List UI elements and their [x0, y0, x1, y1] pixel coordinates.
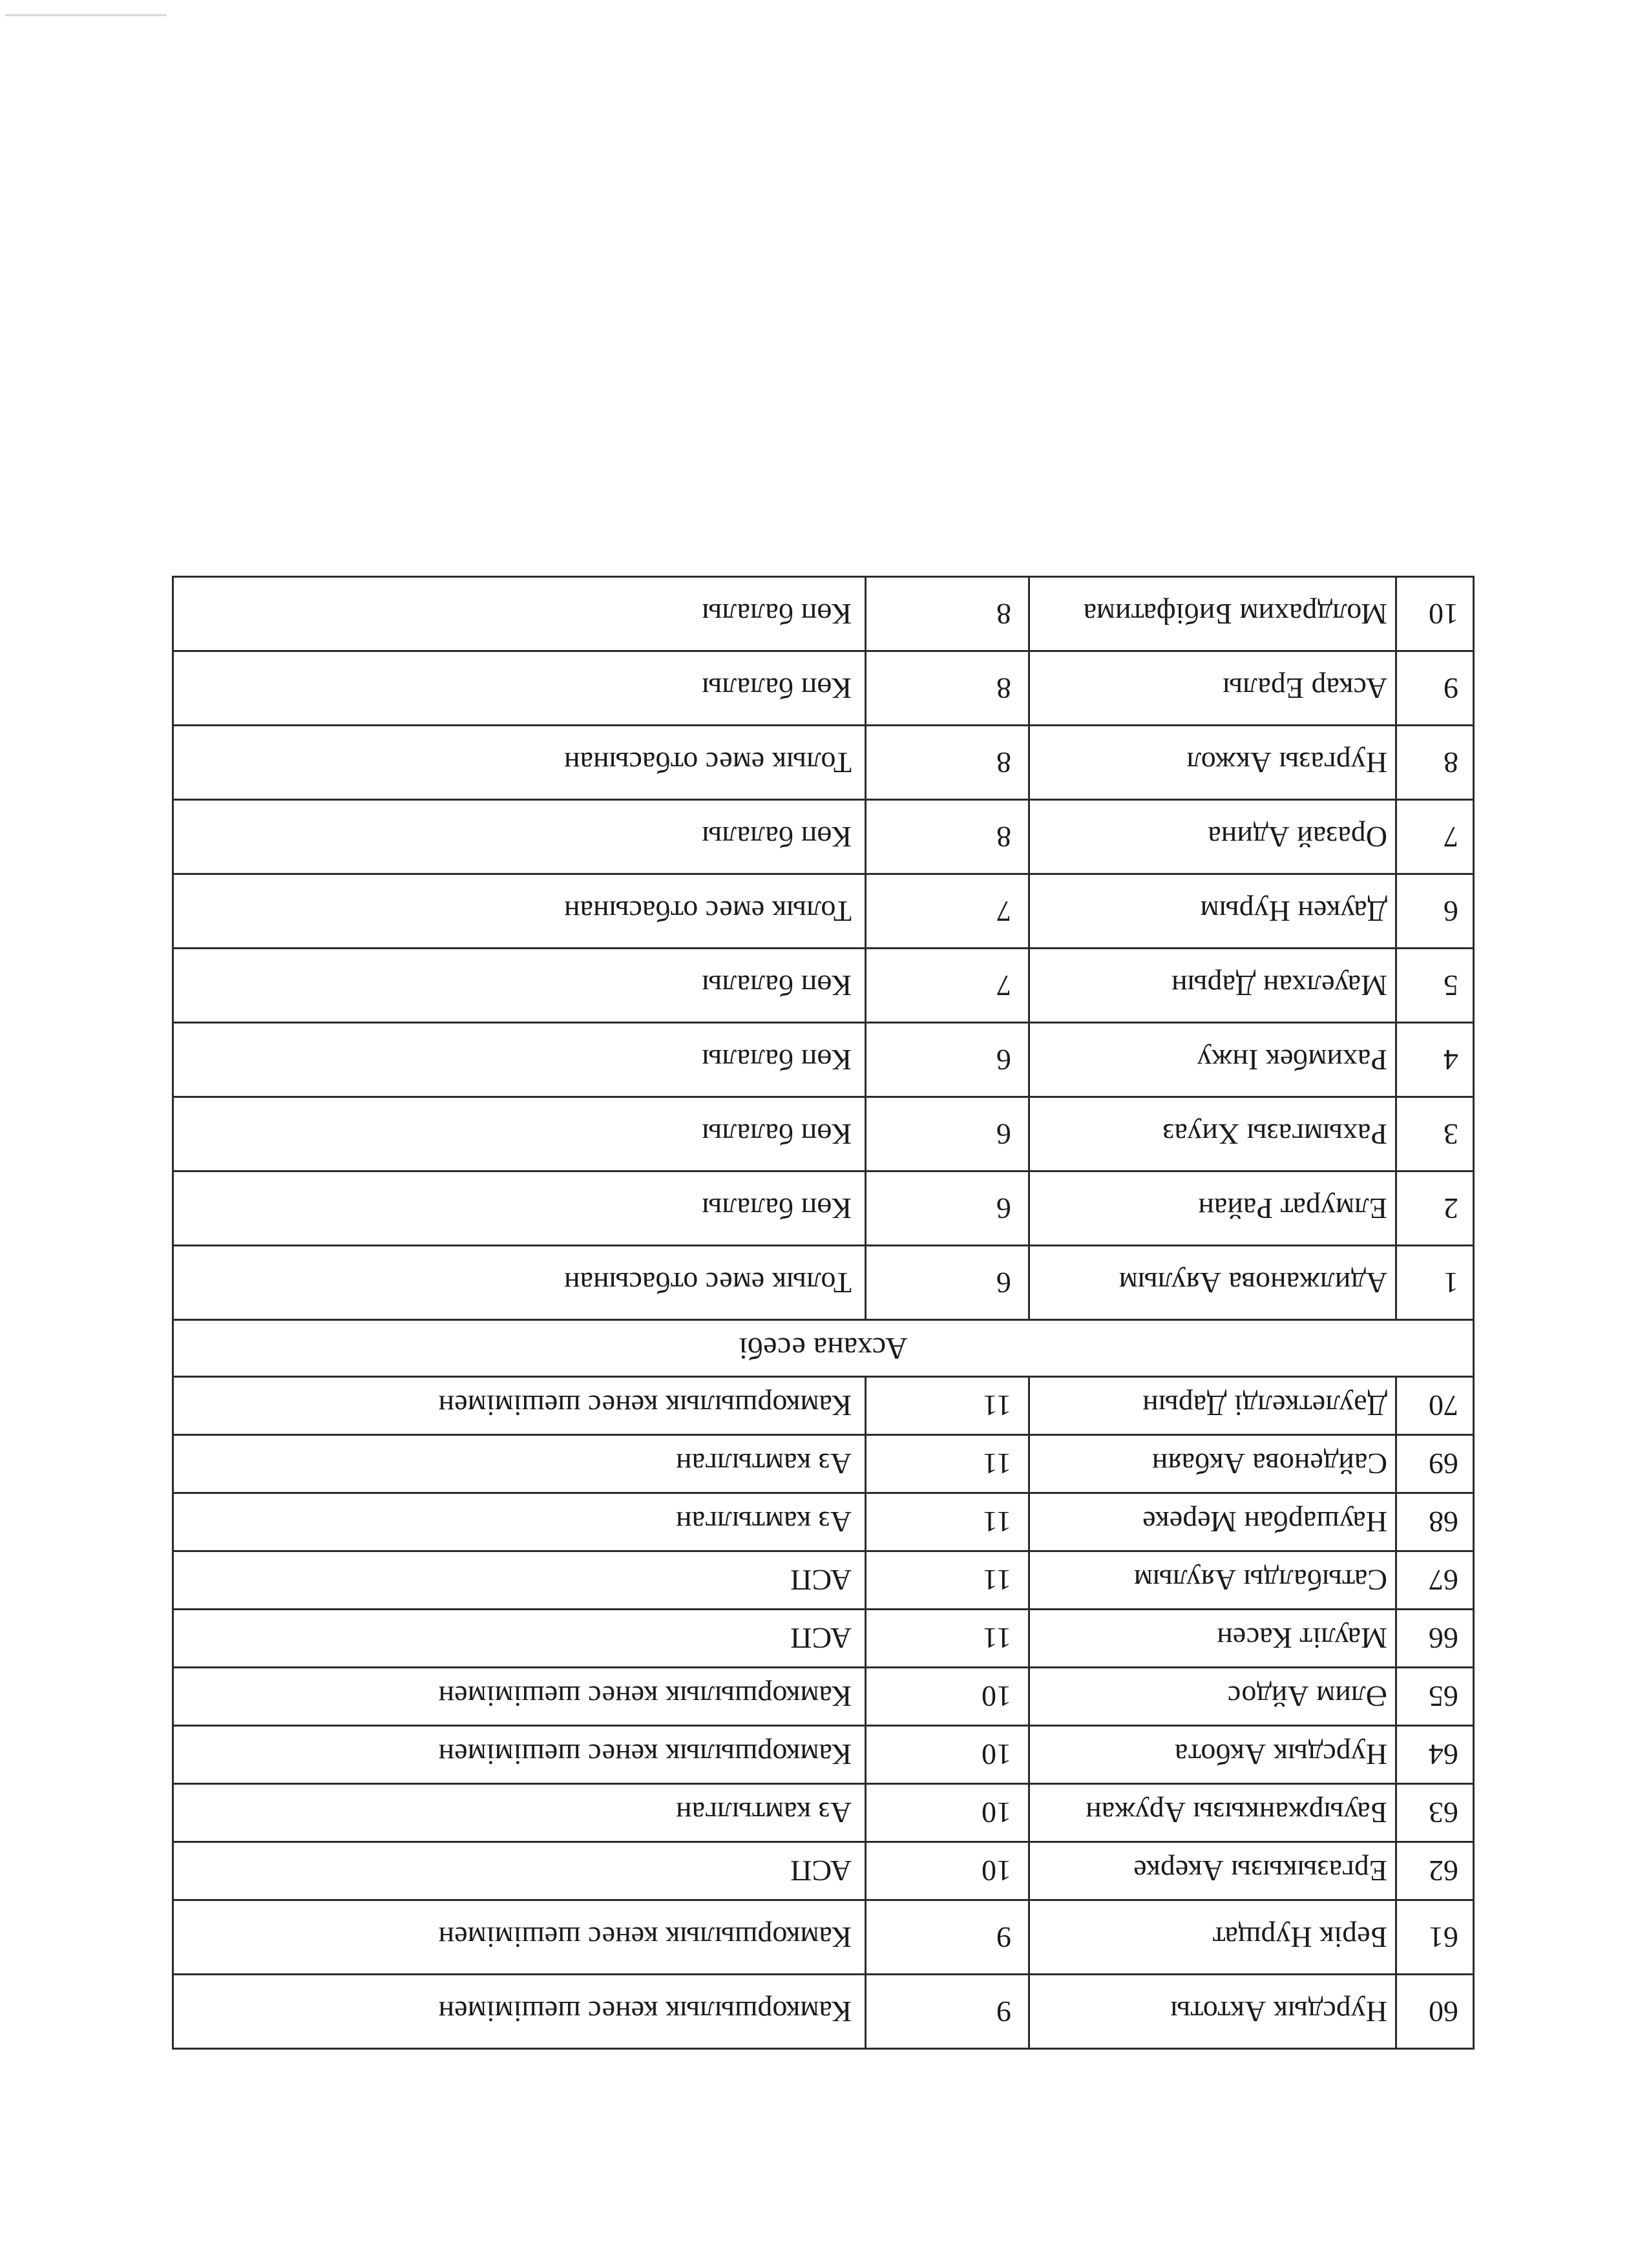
row-number: 8	[1396, 726, 1474, 800]
student-name: Аскар Ералы	[1029, 651, 1396, 726]
row-number: 66	[1396, 1610, 1474, 1668]
student-age: 10	[866, 1726, 1029, 1784]
section-title: Асхана есебі	[173, 1320, 1474, 1377]
table-row	[173, 1668, 1474, 1726]
student-age: 10	[866, 1784, 1029, 1842]
student-age: 8	[866, 577, 1029, 651]
table-row	[173, 577, 1474, 651]
student-name: Елмурат Райан	[1029, 1171, 1396, 1246]
group-2-rows	[173, 577, 1474, 1320]
table-row	[173, 1900, 1474, 1975]
student-category: Көп балалы	[173, 949, 866, 1023]
row-number: 61	[1396, 1900, 1474, 1975]
table-row	[173, 1610, 1474, 1668]
table-row	[173, 800, 1474, 874]
student-name: Даукен Нурым	[1029, 874, 1396, 949]
table-row	[173, 726, 1474, 800]
group-1-rows	[173, 1377, 1474, 2049]
student-category: Толык емес отбасынан	[173, 1246, 866, 1320]
student-age: 10	[866, 1668, 1029, 1726]
student-age: 9	[866, 1900, 1029, 1975]
student-category: Камкоршылык кенес шешімімен	[173, 1900, 866, 1975]
student-category: АСП	[173, 1551, 866, 1610]
student-age: 7	[866, 949, 1029, 1023]
student-age: 8	[866, 651, 1029, 726]
student-name: Нурсдык Акбота	[1029, 1726, 1396, 1784]
table-row	[173, 1784, 1474, 1842]
student-name: Маулiт Касен	[1029, 1610, 1396, 1668]
student-category: Көп балалы	[173, 1023, 866, 1097]
table-row	[173, 1842, 1474, 1900]
student-category: Аз камтылган	[173, 1435, 866, 1493]
student-name: Әлим Айдос	[1029, 1668, 1396, 1726]
table-row	[173, 1246, 1474, 1320]
student-age: 7	[866, 874, 1029, 949]
student-age: 9	[866, 1975, 1029, 2049]
student-name: Берік Нурщат	[1029, 1900, 1396, 1975]
student-category: Көп балалы	[173, 1171, 866, 1246]
row-number: 68	[1396, 1493, 1474, 1551]
student-category: Аз камтылган	[173, 1784, 866, 1842]
student-age: 6	[866, 1097, 1029, 1171]
student-category: Камкоршылык кенес шешімімен	[173, 1975, 866, 2049]
row-number: 4	[1396, 1023, 1474, 1097]
section-row	[173, 1320, 1474, 1377]
student-age: 8	[866, 726, 1029, 800]
table-row	[173, 874, 1474, 949]
student-age: 10	[866, 1842, 1029, 1900]
student-category: Толык емес отбасынан	[173, 726, 866, 800]
row-number: 9	[1396, 651, 1474, 726]
student-category: Көп балалы	[173, 651, 866, 726]
student-age: 8	[866, 800, 1029, 874]
row-number: 2	[1396, 1171, 1474, 1246]
row-number: 10	[1396, 577, 1474, 651]
row-number: 1	[1396, 1246, 1474, 1320]
student-name: Оразай Адина	[1029, 800, 1396, 874]
table-row	[173, 1023, 1474, 1097]
student-category: Көп балалы	[173, 1097, 866, 1171]
student-name: Бауыржанкызы Аружан	[1029, 1784, 1396, 1842]
row-number: 64	[1396, 1726, 1474, 1784]
student-category: Камкоршылык кенес шешімімен	[173, 1377, 866, 1435]
student-name: Ергазыкызы Акерке	[1029, 1842, 1396, 1900]
student-age: 11	[866, 1610, 1029, 1668]
row-number: 3	[1396, 1097, 1474, 1171]
row-number: 62	[1396, 1842, 1474, 1900]
student-name: Рахимбек Інжу	[1029, 1023, 1396, 1097]
row-number: 70	[1396, 1377, 1474, 1435]
student-category: Камкоршылык кенес шешімімен	[173, 1726, 866, 1784]
row-number: 67	[1396, 1551, 1474, 1610]
student-category: АСП	[173, 1842, 866, 1900]
table-row	[173, 1377, 1474, 1435]
student-category: Толык емес отбасынан	[173, 874, 866, 949]
students-table	[172, 576, 1475, 2050]
student-name: Сатыбалды Аяулым	[1029, 1551, 1396, 1610]
table-row	[173, 1171, 1474, 1246]
student-age: 11	[866, 1377, 1029, 1435]
student-name: Мауелхан Дарын	[1029, 949, 1396, 1023]
student-category: АСП	[173, 1610, 866, 1668]
student-age: 11	[866, 1551, 1029, 1610]
table-row	[173, 1726, 1474, 1784]
student-age: 6	[866, 1246, 1029, 1320]
student-name: Адилжанова Аяулым	[1029, 1246, 1396, 1320]
table-row	[173, 1435, 1474, 1493]
student-name: Молдрахим Бибіфатима	[1029, 577, 1396, 651]
student-category: Көп балалы	[173, 577, 866, 651]
student-age: 11	[866, 1435, 1029, 1493]
table-row	[173, 1975, 1474, 2049]
row-number: 60	[1396, 1975, 1474, 2049]
row-number: 7	[1396, 800, 1474, 874]
student-name: Нургазы Акжол	[1029, 726, 1396, 800]
student-category: Камкоршылык кенес шешімімен	[173, 1668, 866, 1726]
student-age: 6	[866, 1023, 1029, 1097]
row-number: 5	[1396, 949, 1474, 1023]
student-name: Наушарбан Мереке	[1029, 1493, 1396, 1551]
row-number: 69	[1396, 1435, 1474, 1493]
table-row	[173, 1097, 1474, 1171]
row-number: 65	[1396, 1668, 1474, 1726]
student-age: 11	[866, 1493, 1029, 1551]
student-name: Рахымгазы Хиуаз	[1029, 1097, 1396, 1171]
table-row	[173, 949, 1474, 1023]
student-name: Сайденова Акбаян	[1029, 1435, 1396, 1493]
student-category: Көп балалы	[173, 800, 866, 874]
table-row	[173, 651, 1474, 726]
table-row	[173, 1493, 1474, 1551]
section-header	[173, 1320, 1474, 1377]
student-category: Аз камтылган	[173, 1493, 866, 1551]
row-number: 63	[1396, 1784, 1474, 1842]
row-number: 6	[1396, 874, 1474, 949]
table-row	[173, 1551, 1474, 1610]
student-name: Нурсдык Актоты	[1029, 1975, 1396, 2049]
student-name: Дәулеткелді Дарын	[1029, 1377, 1396, 1435]
student-age: 6	[866, 1171, 1029, 1246]
